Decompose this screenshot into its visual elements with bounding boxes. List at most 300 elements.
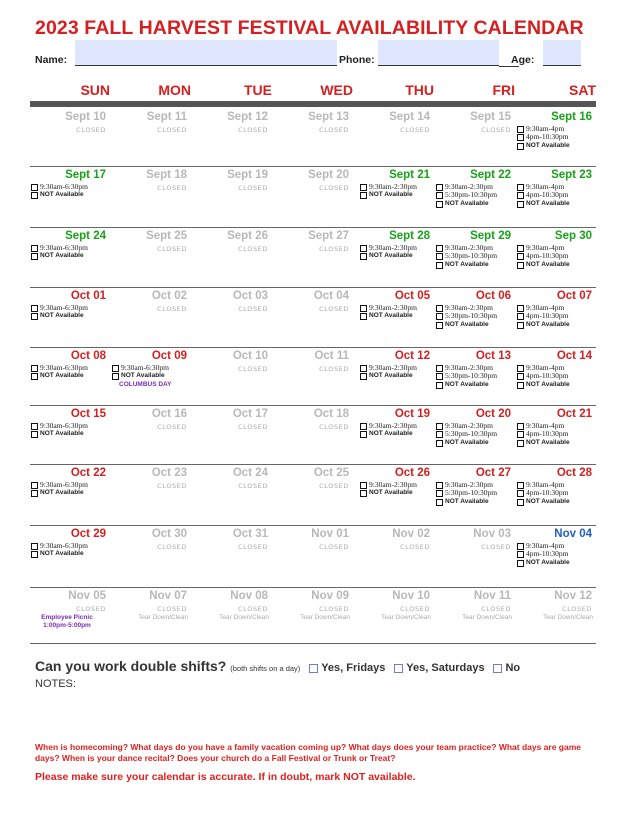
- shift-options: [360, 422, 417, 439]
- checkbox-icon[interactable]: [394, 664, 403, 673]
- weekday-thu: THU: [405, 82, 434, 98]
- shift-option[interactable]: [517, 559, 570, 567]
- day-date: Sept 25: [146, 230, 187, 242]
- shift-option[interactable]: [31, 481, 88, 489]
- day-cell: [111, 228, 190, 287]
- day-cell: [30, 465, 109, 525]
- day-date: Sept 18: [146, 169, 187, 181]
- shift-option[interactable]: [436, 372, 497, 380]
- checkbox-icon[interactable]: [436, 499, 443, 506]
- weekday-sat: SAT: [569, 82, 596, 98]
- shift-option[interactable]: [360, 364, 417, 372]
- checkbox-icon[interactable]: [436, 192, 443, 199]
- day-cell: [435, 588, 514, 643]
- shift-option-label: NOT Available: [526, 438, 570, 446]
- checkbox-icon[interactable]: [517, 551, 524, 558]
- day-cell: [111, 348, 190, 405]
- day-date: Oct 31: [232, 528, 268, 540]
- checkbox-icon[interactable]: [517, 305, 524, 312]
- shift-option-label: NOT Available: [40, 191, 84, 199]
- shift-option[interactable]: [436, 261, 497, 269]
- option-yes-fridays[interactable]: Yes, Fridays: [309, 662, 385, 674]
- day-date: Sept 27: [308, 230, 349, 242]
- day-cell: [435, 167, 514, 227]
- day-date: Oct 25: [313, 467, 349, 479]
- checkbox-icon[interactable]: [31, 543, 38, 550]
- shift-option[interactable]: [517, 312, 570, 320]
- week-row: [30, 288, 596, 348]
- shift-option[interactable]: [112, 364, 169, 372]
- checkbox-icon[interactable]: [436, 262, 443, 269]
- day-date: Oct 05: [394, 290, 430, 302]
- checkbox-icon[interactable]: [436, 431, 443, 438]
- day-date: Oct 04: [313, 290, 349, 302]
- shift-option[interactable]: [360, 312, 417, 320]
- shift-options: [517, 183, 570, 208]
- day-date: Sept 24: [65, 230, 106, 242]
- shift-option[interactable]: [360, 430, 417, 438]
- shift-option[interactable]: [436, 430, 497, 438]
- shift-options: [31, 244, 88, 261]
- shift-option[interactable]: [517, 439, 570, 447]
- shift-option-label: NOT Available: [526, 497, 570, 505]
- checkbox-icon[interactable]: [360, 245, 367, 252]
- shift-option[interactable]: [31, 422, 88, 430]
- weekday-fri: FRI: [492, 82, 515, 98]
- checkbox-icon[interactable]: [31, 305, 38, 312]
- day-date: Nov 10: [392, 590, 430, 602]
- day-date: Sept 22: [470, 169, 511, 181]
- checkbox-icon[interactable]: [436, 245, 443, 252]
- checkbox-icon[interactable]: [436, 365, 443, 372]
- shift-options: [112, 364, 169, 381]
- day-date: Nov 12: [554, 590, 592, 602]
- day-date: Sept 17: [65, 169, 106, 181]
- checkbox-icon[interactable]: [436, 482, 443, 489]
- day-cell: [516, 228, 595, 287]
- day-cell: [192, 348, 271, 405]
- day-date: Nov 11: [473, 590, 511, 602]
- shift-option[interactable]: [436, 200, 497, 208]
- shift-options: [517, 244, 570, 269]
- day-date: Sept 16: [551, 111, 592, 123]
- day-cell: [516, 406, 595, 464]
- shift-option[interactable]: [31, 191, 88, 199]
- shift-option-label: NOT Available: [445, 199, 489, 207]
- shift-option-label: 9:30am-4pm: [526, 182, 565, 191]
- shift-option[interactable]: [31, 252, 88, 260]
- day-cell: [30, 588, 109, 643]
- checkbox-icon[interactable]: [436, 253, 443, 260]
- shift-option[interactable]: [31, 312, 88, 320]
- day-date: Nov 05: [68, 590, 106, 602]
- option-no[interactable]: No: [493, 662, 520, 674]
- closed-label: CLOSED: [319, 126, 349, 134]
- shift-option-label: 9:30am-2:30pm: [369, 421, 417, 430]
- shift-options: [31, 542, 88, 559]
- closed-label: CLOSED: [238, 305, 268, 313]
- day-date: Oct 24: [232, 467, 268, 479]
- day-date: Sep 30: [554, 230, 592, 242]
- shift-options: [360, 183, 417, 200]
- shift-options: [436, 422, 497, 447]
- checkbox-icon[interactable]: [31, 365, 38, 372]
- shift-option-label: 9:30am-4pm: [526, 421, 565, 430]
- day-cell: [435, 406, 514, 464]
- shift-option[interactable]: [436, 321, 497, 329]
- day-date: Oct 20: [475, 408, 511, 420]
- closed-label: CLOSED: [562, 605, 592, 613]
- checkbox-icon[interactable]: [517, 382, 524, 389]
- shift-option-label: NOT Available: [369, 312, 413, 320]
- day-cell: [111, 465, 190, 525]
- checkbox-icon[interactable]: [517, 440, 524, 447]
- checkbox-icon[interactable]: [309, 664, 318, 673]
- day-date: Sept 29: [470, 230, 511, 242]
- shift-option-label: 4pm-10:30pm: [526, 311, 569, 321]
- shift-options: [360, 481, 417, 498]
- shift-option-label: NOT Available: [526, 141, 570, 149]
- day-cell: [30, 228, 109, 287]
- day-date: Oct 13: [475, 350, 511, 362]
- checkbox-icon[interactable]: [517, 184, 524, 191]
- option-yes-saturdays[interactable]: Yes, Saturdays: [394, 662, 484, 674]
- checkbox-icon[interactable]: [360, 184, 367, 191]
- shift-option-label: 9:30am-6:30pm: [40, 541, 88, 550]
- shift-option-label: 9:30am-6:30pm: [40, 480, 88, 489]
- day-date: Nov 02: [392, 528, 430, 540]
- shift-option-label: 5:30pm-10:30pm: [445, 488, 498, 498]
- shift-option[interactable]: [360, 191, 417, 199]
- checkbox-icon[interactable]: [360, 482, 367, 489]
- day-cell: [111, 167, 190, 227]
- closed-label: CLOSED: [157, 605, 187, 613]
- checkbox-icon[interactable]: [360, 305, 367, 312]
- checkbox-icon[interactable]: [112, 365, 119, 372]
- checkbox-icon[interactable]: [436, 201, 443, 208]
- closed-label: CLOSED: [238, 245, 268, 253]
- day-cell: [516, 465, 595, 525]
- shift-option[interactable]: [112, 372, 169, 380]
- closed-label: CLOSED: [157, 126, 187, 134]
- shift-option[interactable]: [436, 439, 497, 447]
- shift-option[interactable]: [517, 498, 570, 506]
- shift-option-label: 9:30am-2:30pm: [369, 303, 417, 312]
- day-cell: [273, 288, 352, 347]
- day-cell: [192, 167, 271, 227]
- day-note: Tear Down/Clean: [462, 614, 512, 621]
- closed-label: CLOSED: [157, 184, 187, 192]
- checkbox-icon[interactable]: [31, 192, 38, 199]
- shift-option-label: 9:30am-4pm: [526, 243, 565, 252]
- checkbox-icon[interactable]: [517, 560, 524, 567]
- shift-option[interactable]: [31, 430, 88, 438]
- day-date: Sept 23: [551, 169, 592, 181]
- shift-option[interactable]: [517, 372, 570, 380]
- shift-options: [31, 304, 88, 321]
- checkbox-icon[interactable]: [517, 543, 524, 550]
- day-cell: [30, 109, 109, 166]
- shift-option-label: NOT Available: [369, 252, 413, 260]
- closed-label: CLOSED: [76, 605, 106, 613]
- shift-option-label: 9:30am-2:30pm: [445, 303, 493, 312]
- shift-option-label: NOT Available: [526, 558, 570, 566]
- week-row: [30, 228, 596, 288]
- shift-option[interactable]: [436, 381, 497, 389]
- checkbox-icon[interactable]: [360, 365, 367, 372]
- checkbox-icon[interactable]: [517, 423, 524, 430]
- shift-option-label: 4pm-10:30pm: [526, 371, 569, 381]
- shift-option[interactable]: [360, 244, 417, 252]
- shift-option[interactable]: [517, 321, 570, 329]
- checkbox-icon[interactable]: [31, 373, 38, 380]
- shift-option-label: NOT Available: [445, 320, 489, 328]
- checkbox-icon[interactable]: [517, 490, 524, 497]
- checkbox-icon[interactable]: [436, 184, 443, 191]
- shift-option[interactable]: [517, 133, 570, 141]
- checkbox-icon[interactable]: [517, 253, 524, 260]
- closed-label: CLOSED: [157, 245, 187, 253]
- checkbox-icon[interactable]: [360, 431, 367, 438]
- checkbox-icon[interactable]: [31, 253, 38, 260]
- shift-option-label: NOT Available: [121, 372, 165, 380]
- shift-option[interactable]: [517, 430, 570, 438]
- closed-label: CLOSED: [319, 184, 349, 192]
- checkbox-icon[interactable]: [31, 423, 38, 430]
- shift-option-label: 5:30pm-10:30pm: [445, 251, 498, 261]
- shift-option-label: NOT Available: [445, 380, 489, 388]
- shift-option[interactable]: [31, 244, 88, 252]
- closed-label: CLOSED: [319, 365, 349, 373]
- day-note: Tear Down/Clean: [219, 614, 269, 621]
- day-cell: [354, 526, 433, 587]
- shift-option-label: 9:30am-6:30pm: [121, 363, 169, 372]
- shift-option-label: NOT Available: [526, 260, 570, 268]
- day-cell: [30, 526, 109, 587]
- day-cell: [435, 228, 514, 287]
- shift-option[interactable]: [31, 372, 88, 380]
- shift-option-label: NOT Available: [40, 372, 84, 380]
- day-date: Oct 08: [70, 350, 106, 362]
- day-date: Oct 10: [232, 350, 268, 362]
- shift-options: [517, 481, 570, 506]
- shift-options: [517, 125, 570, 150]
- checkbox-icon[interactable]: [517, 192, 524, 199]
- checkbox-icon[interactable]: [517, 262, 524, 269]
- shift-option-label: 4pm-10:30pm: [526, 488, 569, 498]
- shift-options: [31, 481, 88, 498]
- shift-option[interactable]: [436, 312, 497, 320]
- shift-option-label: 9:30am-6:30pm: [40, 421, 88, 430]
- checkbox-icon[interactable]: [436, 305, 443, 312]
- day-cell: [30, 348, 109, 405]
- day-date: Sept 13: [308, 111, 349, 123]
- shift-option[interactable]: [517, 550, 570, 558]
- shift-option[interactable]: [517, 252, 570, 260]
- shift-option-label: NOT Available: [40, 489, 84, 497]
- checkbox-icon[interactable]: [112, 373, 119, 380]
- shift-options: [360, 244, 417, 261]
- closed-label: CLOSED: [76, 126, 106, 134]
- shift-option-label: NOT Available: [369, 372, 413, 380]
- shift-option-label: 9:30am-4pm: [526, 303, 565, 312]
- shift-option-label: 4pm-10:30pm: [526, 251, 569, 261]
- day-date: Oct 17: [232, 408, 268, 420]
- day-cell: [273, 228, 352, 287]
- shift-options: [360, 364, 417, 381]
- shift-option[interactable]: [360, 304, 417, 312]
- shift-option[interactable]: [517, 191, 570, 199]
- shift-option[interactable]: [517, 489, 570, 497]
- checkbox-icon[interactable]: [31, 313, 38, 320]
- shift-option[interactable]: [360, 489, 417, 497]
- closed-label: CLOSED: [319, 305, 349, 313]
- day-date: Oct 18: [313, 408, 349, 420]
- day-cell: [111, 109, 190, 166]
- day-date: Oct 26: [394, 467, 430, 479]
- checkbox-icon[interactable]: [31, 245, 38, 252]
- shift-option-label: 9:30am-2:30pm: [445, 480, 493, 489]
- shift-option[interactable]: [517, 200, 570, 208]
- day-cell: [192, 406, 271, 464]
- week-row: [30, 465, 596, 526]
- checkbox-icon[interactable]: [517, 126, 524, 133]
- header-bar: [30, 101, 596, 107]
- shift-option[interactable]: [436, 252, 497, 260]
- checkbox-icon[interactable]: [360, 313, 367, 320]
- checkbox-icon[interactable]: [493, 664, 502, 673]
- day-date: Sept 20: [308, 169, 349, 181]
- day-cell: [435, 526, 514, 587]
- shift-option[interactable]: [360, 422, 417, 430]
- day-cell: [354, 465, 433, 525]
- closed-label: CLOSED: [238, 126, 268, 134]
- day-date: Oct 02: [151, 290, 187, 302]
- double-shifts-row: [35, 658, 520, 674]
- day-cell: [192, 288, 271, 347]
- shift-option[interactable]: [360, 183, 417, 191]
- age-field[interactable]: [543, 40, 581, 66]
- checkbox-icon[interactable]: [436, 373, 443, 380]
- day-date: Oct 09: [151, 350, 187, 362]
- day-date: Oct 11: [314, 350, 349, 362]
- shift-option[interactable]: [517, 261, 570, 269]
- phone-field[interactable]: [378, 40, 499, 66]
- shift-options: [436, 304, 497, 329]
- shift-option[interactable]: [360, 252, 417, 260]
- shift-option-label: 9:30am-2:30pm: [445, 421, 493, 430]
- week-row: [30, 167, 596, 228]
- checkbox-icon[interactable]: [436, 313, 443, 320]
- shift-option[interactable]: [31, 183, 88, 191]
- weekday-wed: WED: [320, 82, 353, 98]
- checkbox-icon[interactable]: [436, 490, 443, 497]
- checkbox-icon[interactable]: [360, 192, 367, 199]
- shift-option-label: 5:30pm-10:30pm: [445, 371, 498, 381]
- shift-option[interactable]: [31, 550, 88, 558]
- day-cell: [30, 167, 109, 227]
- checkbox-icon[interactable]: [360, 373, 367, 380]
- shift-option-label: 4pm-10:30pm: [526, 429, 569, 439]
- checkbox-icon[interactable]: [517, 313, 524, 320]
- shift-options: [31, 364, 88, 381]
- checkbox-icon[interactable]: [517, 431, 524, 438]
- day-date: Oct 19: [394, 408, 430, 420]
- shift-option[interactable]: [31, 364, 88, 372]
- shift-option[interactable]: [360, 372, 417, 380]
- closed-label: CLOSED: [157, 482, 187, 490]
- checkbox-icon[interactable]: [360, 490, 367, 497]
- shift-option-label: NOT Available: [369, 489, 413, 497]
- checkbox-icon[interactable]: [31, 184, 38, 191]
- checkbox-icon[interactable]: [517, 482, 524, 489]
- shift-option[interactable]: [436, 498, 497, 506]
- shift-option[interactable]: [31, 542, 88, 550]
- week-row: [30, 526, 596, 588]
- day-date: Nov 04: [554, 528, 592, 540]
- name-field[interactable]: [75, 40, 337, 66]
- shift-option-label: 9:30am-6:30pm: [40, 243, 88, 252]
- day-note: Tear Down/Clean: [381, 614, 431, 621]
- day-date: Oct 30: [151, 528, 187, 540]
- shift-option[interactable]: [31, 304, 88, 312]
- checkbox-icon[interactable]: [360, 423, 367, 430]
- checkbox-icon[interactable]: [436, 322, 443, 329]
- checkbox-icon[interactable]: [360, 253, 367, 260]
- closed-label: CLOSED: [157, 305, 187, 313]
- shift-option[interactable]: [31, 489, 88, 497]
- checkbox-icon[interactable]: [517, 201, 524, 208]
- checkbox-icon[interactable]: [31, 431, 38, 438]
- checkbox-icon[interactable]: [517, 365, 524, 372]
- checkbox-icon[interactable]: [31, 482, 38, 489]
- checkbox-icon[interactable]: [517, 245, 524, 252]
- phone-field-underline: [499, 66, 519, 67]
- day-cell: [354, 288, 433, 347]
- day-date: Oct 29: [70, 528, 106, 540]
- day-cell: [516, 167, 595, 227]
- checkbox-icon[interactable]: [517, 322, 524, 329]
- shift-option-label: NOT Available: [526, 320, 570, 328]
- shift-option[interactable]: [436, 191, 497, 199]
- day-cell: [273, 465, 352, 525]
- checkbox-icon[interactable]: [517, 499, 524, 506]
- shift-option-label: 4pm-10:30pm: [526, 190, 569, 200]
- day-date: Oct 06: [475, 290, 511, 302]
- checkbox-icon[interactable]: [436, 423, 443, 430]
- shift-option[interactable]: [517, 142, 570, 150]
- shift-options: [436, 481, 497, 506]
- day-date: Sept 26: [227, 230, 268, 242]
- checkbox-icon[interactable]: [31, 551, 38, 558]
- checkbox-icon[interactable]: [436, 382, 443, 389]
- shift-option[interactable]: [517, 381, 570, 389]
- checkbox-icon[interactable]: [31, 490, 38, 497]
- checkbox-icon[interactable]: [436, 440, 443, 447]
- notes-label: NOTES:: [35, 678, 76, 690]
- shift-option[interactable]: [436, 489, 497, 497]
- day-date: Sept 11: [146, 111, 187, 123]
- shift-option[interactable]: [360, 481, 417, 489]
- closed-label: CLOSED: [238, 423, 268, 431]
- day-date: Oct 22: [70, 467, 106, 479]
- day-date: Oct 27: [475, 467, 511, 479]
- checkbox-icon[interactable]: [517, 373, 524, 380]
- closed-label: CLOSED: [157, 423, 187, 431]
- checkbox-icon[interactable]: [517, 134, 524, 141]
- checkbox-icon[interactable]: [517, 143, 524, 150]
- week-row: [30, 588, 596, 644]
